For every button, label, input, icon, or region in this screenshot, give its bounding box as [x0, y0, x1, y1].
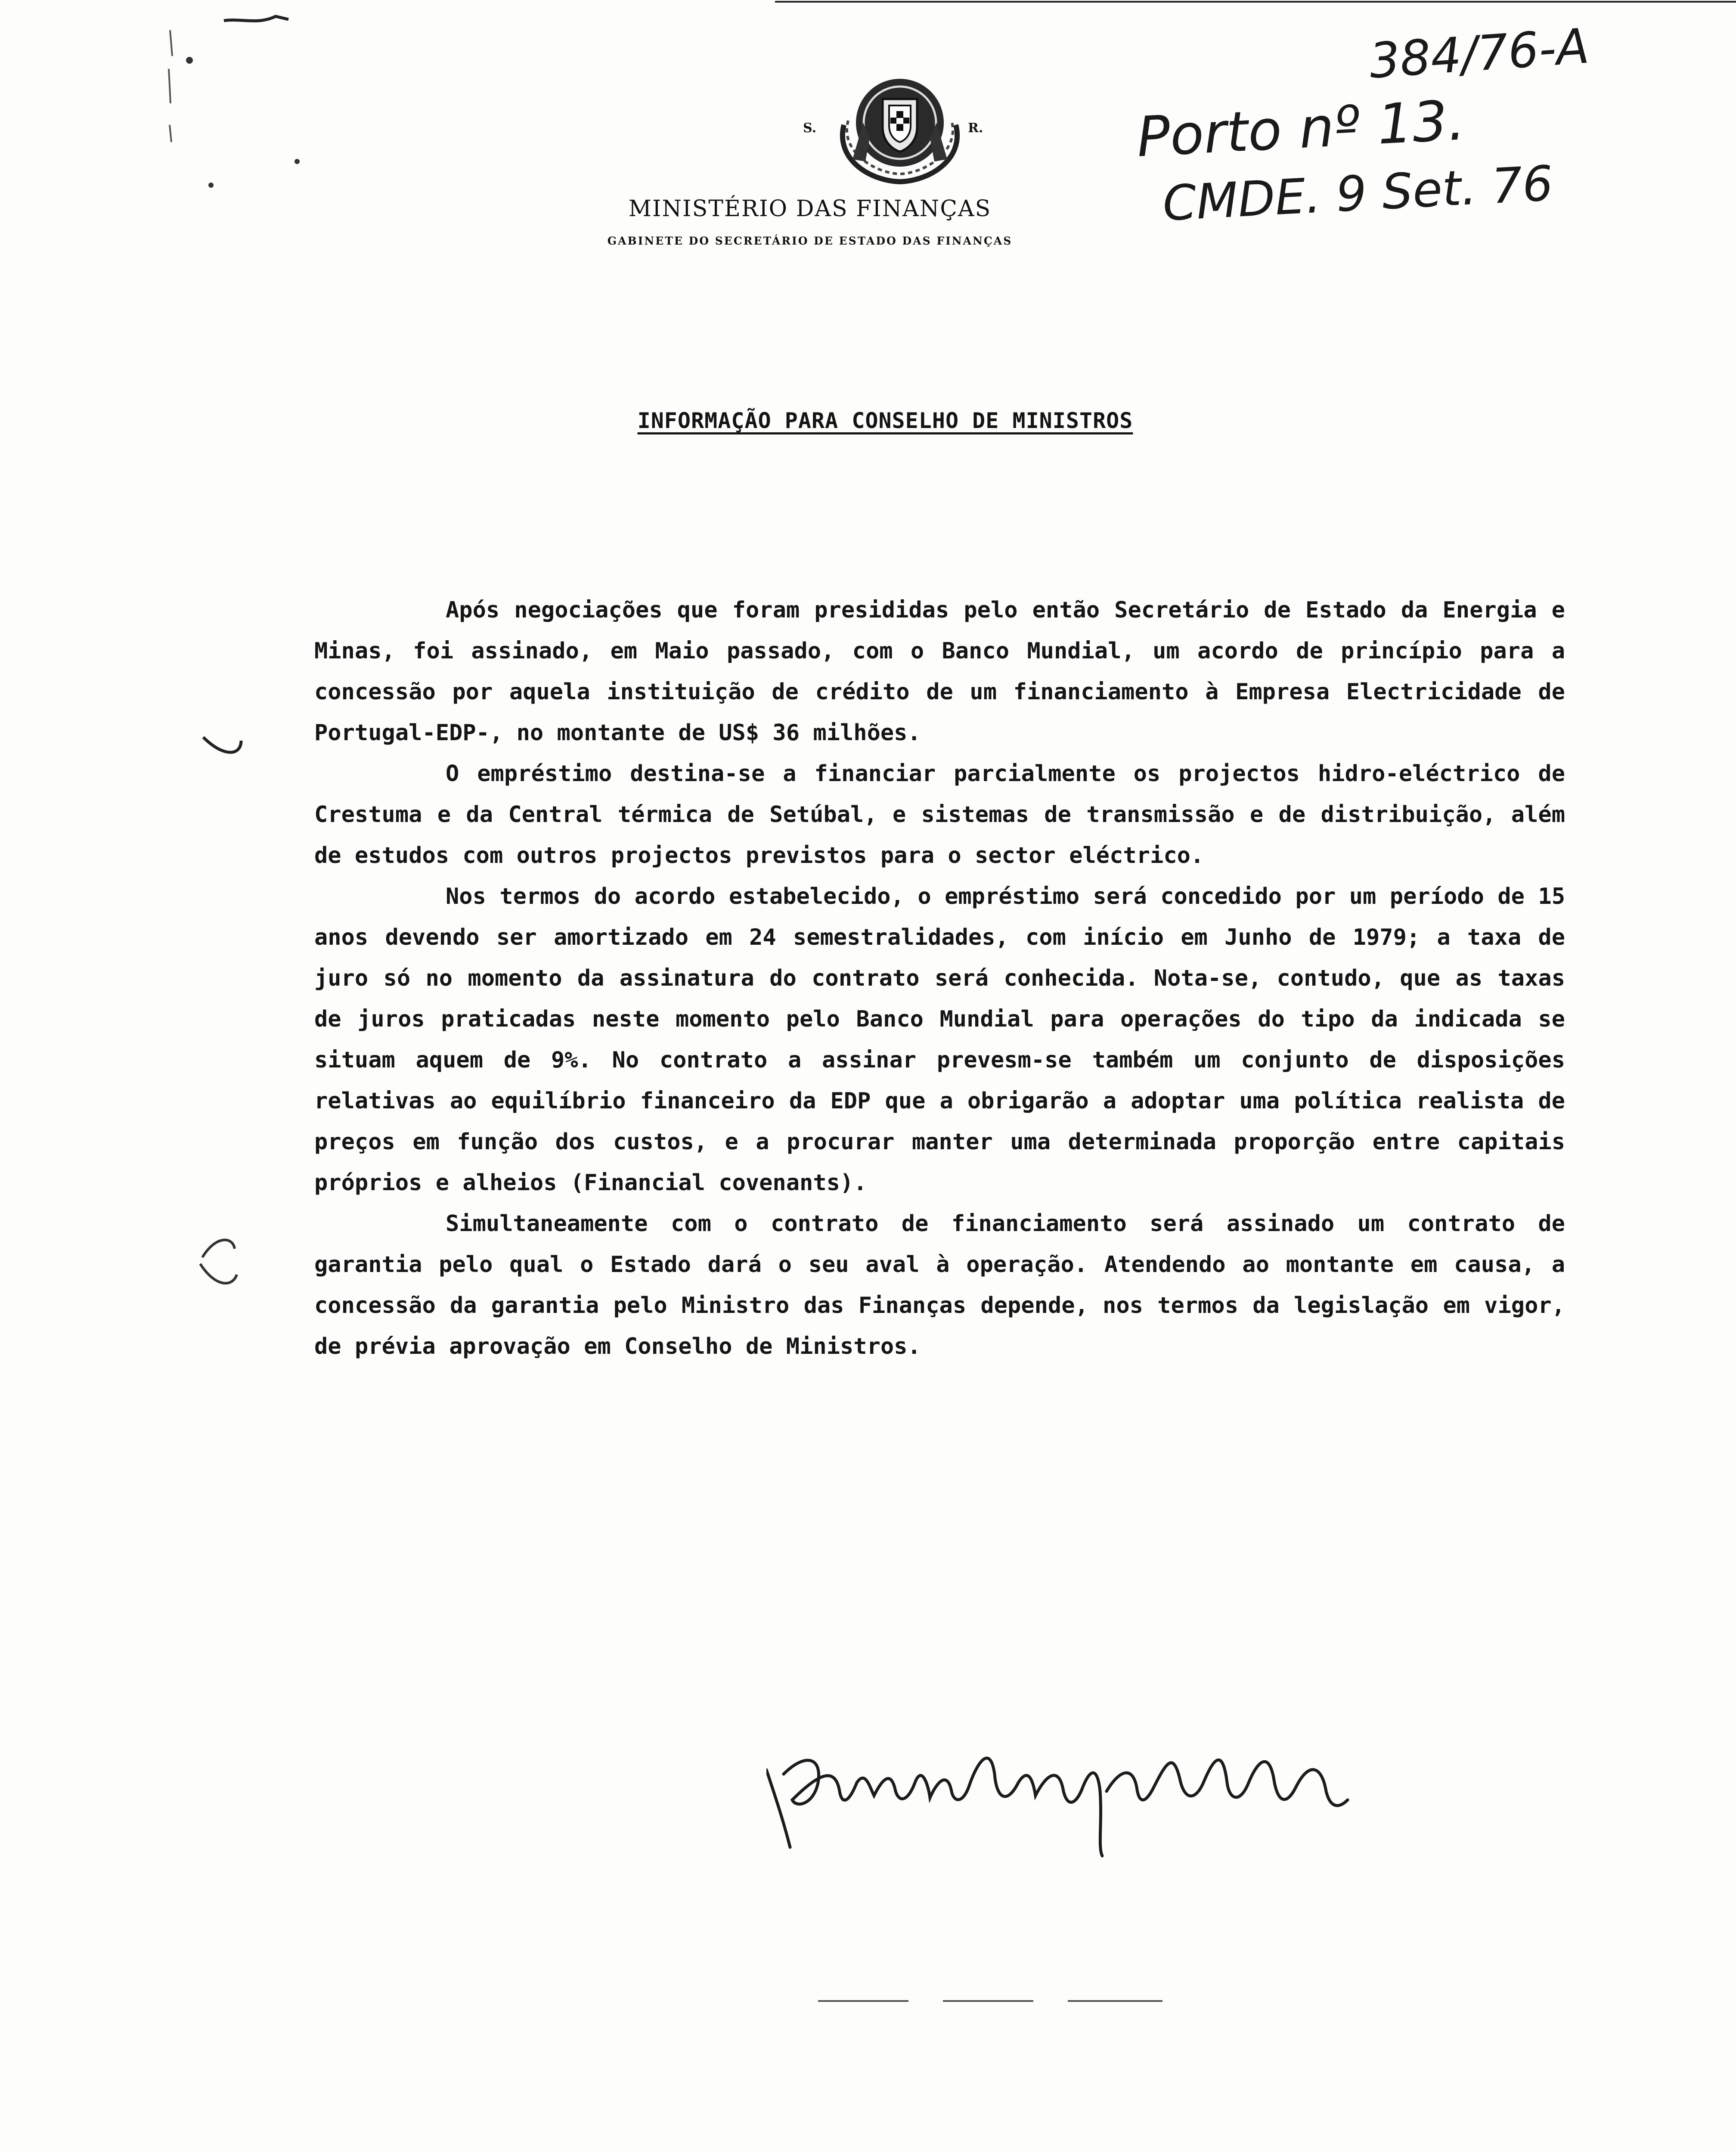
paragraph-guarantee: Simultaneamente com o contrato de financiamento será assinado um contrato de garantia pelo qual o Estado dará o seu aval à operação. Atendendo ao montante em causa, a concessão da garantia pelo Ministro das Finanças depende, nos termos da legislação em vigor, de prévia aprovação em Conselho de Ministros.	[314, 1211, 1565, 1359]
handwritten-porto-note: Porto nº 13.	[1135, 88, 1467, 170]
top-edge-rule	[775, 0, 1736, 9]
paragraph-loan-purpose: O empréstimo destina-se a financiar parcialmente os projectos hidro-eléctrico de Crestuma e da Central térmica de Setúbal, e sistemas de transmissão e de distribuição, além de estudos com outros projectos previstos para o sector eléctrico.	[314, 761, 1565, 869]
seal-letter-left: S.	[803, 121, 817, 136]
footer-rules	[818, 1996, 1162, 2009]
seal-letter-right: R.	[968, 121, 983, 136]
handwritten-signature	[766, 1718, 1520, 1860]
handwritten-reference-number: 384/76-A	[1367, 18, 1591, 90]
office-name: GABINETE DO SECRETÁRIO DE ESTADO DAS FINANÇAS	[607, 235, 1013, 247]
ministry-name: MINISTÉRIO DAS FINANÇAS	[628, 196, 992, 222]
document-title: INFORMAÇÃO PARA CONSELHO DE MINISTROS	[637, 408, 1133, 433]
paragraph-agreement: Após negociações que foram presididas pelo então Secretário de Estado da Energia e Minas, foi assinado, em Maio passado, com o Banco Mundial, um acordo de princípio para a concessão por aquela instituição de crédito de um financiamento à Empresa Electricidade de Portugal-EDP-, no montante de US$ 36 milhões.	[314, 597, 1565, 746]
coat-of-arms-icon	[818, 73, 982, 185]
paragraph-loan-terms: Nos termos do acordo estabelecido, o empréstimo será concedido por um período de 15 anos devendo ser amortizado em 24 semestralidades, com início em Junho de 1979; a taxa de juro só no momento da assinatura do contrato será conhecida. Nota-se, contudo, que as taxas de juros praticadas neste momento pelo Banco Mundial para operações do tipo da indicada se situam aquem de 9%. No contrato a assinar prevesm-se também um conjunto de disposições relativas ao equilíbrio financeiro da EDP que a obrigarão a adoptar uma política realista de preços em função dos custos, e a procurar manter uma determinada proporção entre capitais próprios e alheios (Financial covenants).	[314, 884, 1565, 1196]
handwritten-cmde-note: CMDE. 9 Set. 76	[1161, 155, 1555, 232]
document-body	[314, 590, 1565, 1367]
